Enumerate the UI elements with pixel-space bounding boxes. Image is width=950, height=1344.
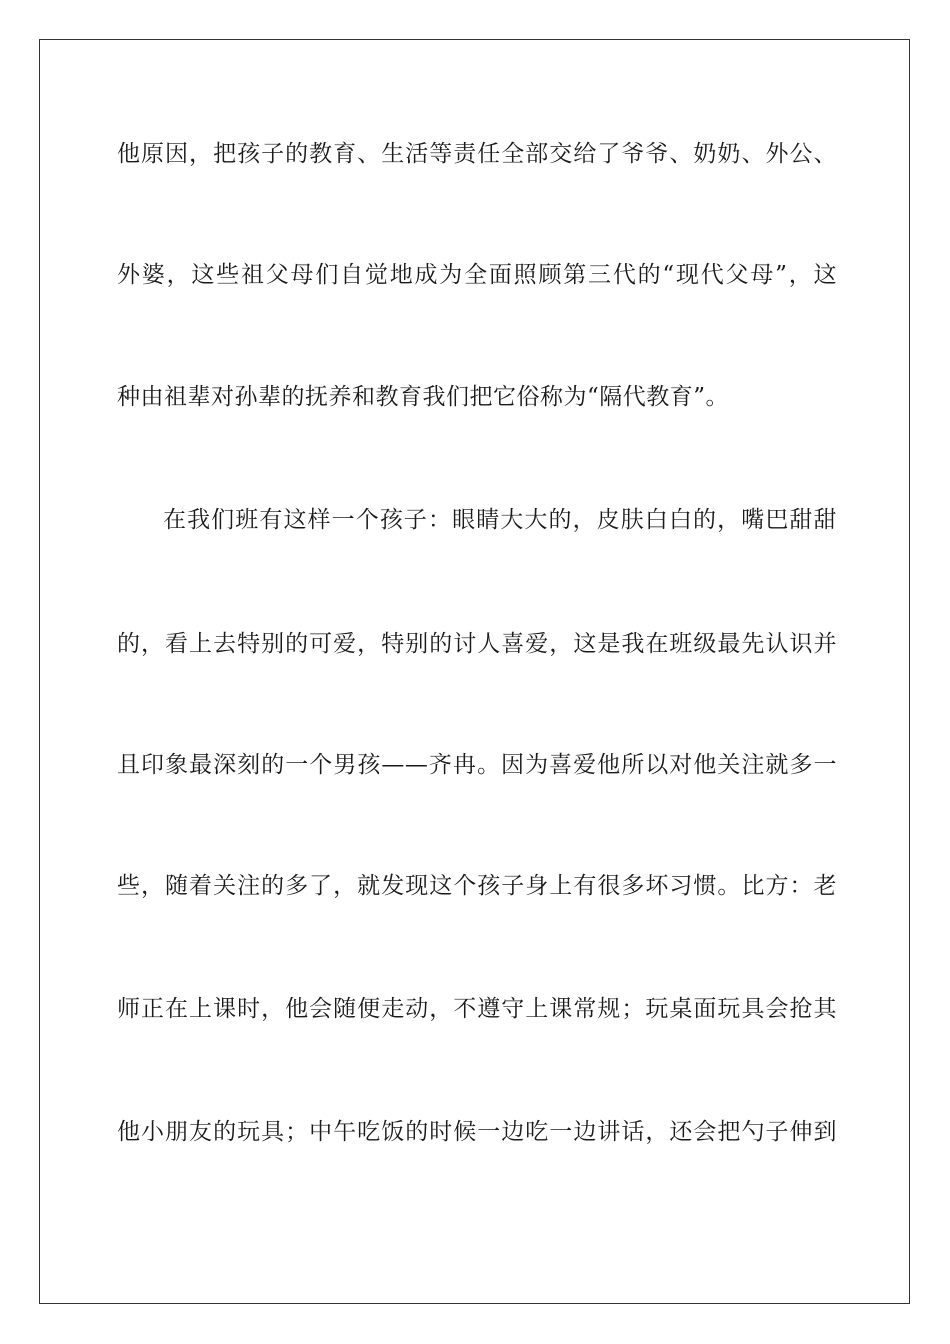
text-line: 他小朋友的玩具；中午吃饭的时候一边吃一边讲话，还会把勺子伸到 bbox=[117, 1119, 837, 1145]
text-line: 且印象最深刻的一个男孩——齐冉。因为喜爱他所以对他关注就多一 bbox=[117, 752, 837, 778]
text-line: 在我们班有这样一个孩子：眼睛大大的，皮肤白白的，嘴巴甜甜 bbox=[163, 507, 837, 533]
text-line: 外婆，这些祖父母们自觉地成为全面照顾第三代的“现代父母”，这 bbox=[117, 262, 837, 288]
text-line: 的，看上去特别的可爱，特别的讨人喜爱，这是我在班级最先认识并 bbox=[117, 631, 837, 657]
text-line: 些，随着关注的多了，就发现这个孩子身上有很多坏习惯。比方：老 bbox=[117, 873, 837, 899]
text-line: 他原因，把孩子的教育、生活等责任全部交给了爷爷、奶奶、外公、 bbox=[117, 141, 837, 167]
text-line: 种由祖辈对孙辈的抚养和教育我们把它俗称为“隔代教育”。 bbox=[117, 384, 730, 410]
text-line: 师正在上课时，他会随便走动，不遵守上课常规；玩桌面玩具会抢其 bbox=[117, 996, 837, 1022]
